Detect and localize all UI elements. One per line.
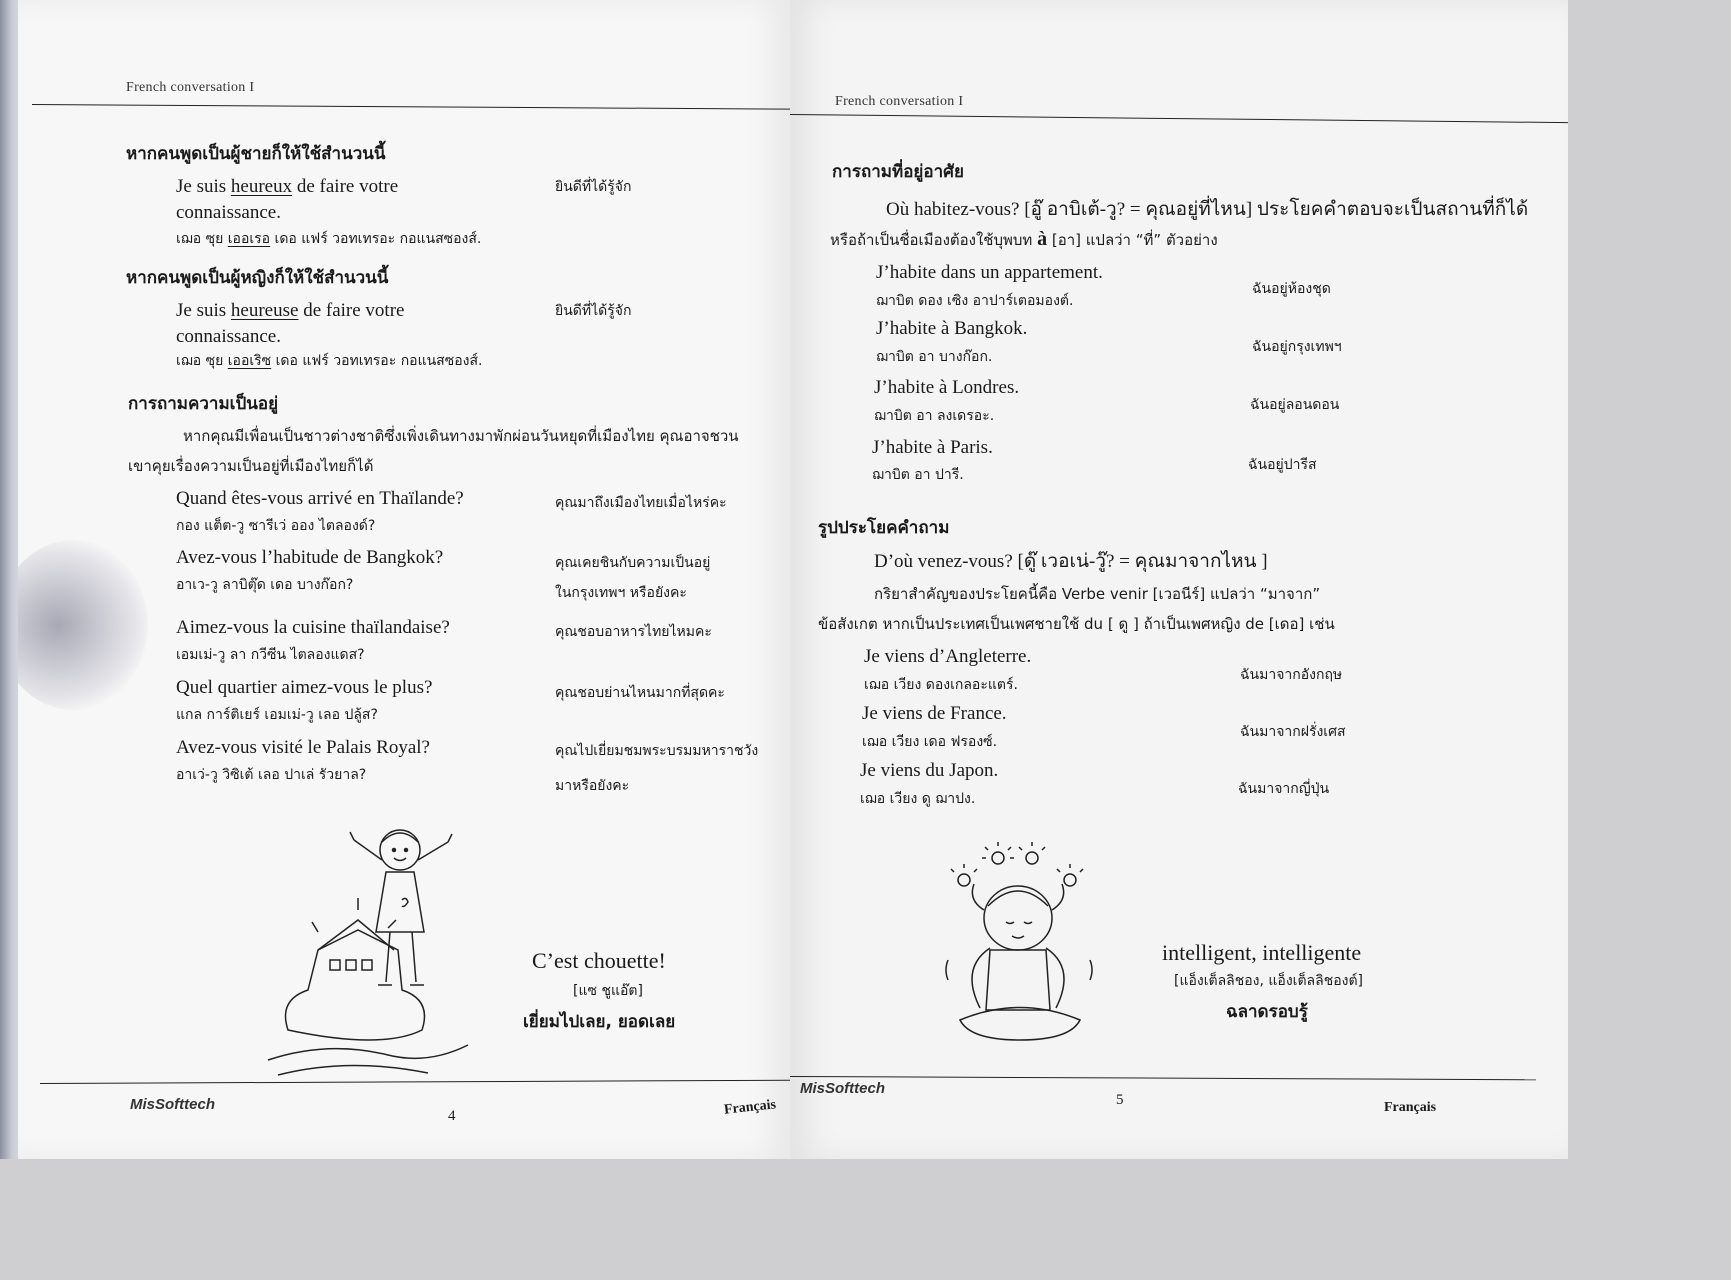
origin-fr: Je viens du Japon. <box>860 760 999 781</box>
question-transliteration: กอง แต็ต-วู ซารีเว่ ออง ไตลองด์? <box>176 518 376 534</box>
vocab-translation: ฉลาดรอบรู้ <box>1226 1002 1308 1022</box>
origin-transliteration: เฌอ เวียง ดู ฌาปง. <box>860 791 976 807</box>
answer-fr: J’habite à Bangkok. <box>876 318 1028 339</box>
girl-sandcastle-illustration <box>258 820 478 1080</box>
answer-transliteration: ฌาบิต อา บางก๊อก. <box>876 349 993 365</box>
origin-translation: ฉันมาจากฝรั่งเศส <box>1240 724 1346 740</box>
running-head: French conversation I <box>835 94 964 109</box>
answer-fr: J’habite à Londres. <box>874 377 1020 398</box>
male-sentence-line2: connaissance. <box>176 202 281 223</box>
question-translation: คุณเคยชินกับความเป็นอยู่ <box>555 555 711 571</box>
answer-transliteration: ฌาบิต อา ลงเดรอะ. <box>874 408 995 424</box>
section-heading-male: หากคนพูดเป็นผู้ชายก็ให้ใช้สำนวนนี้ <box>126 144 386 164</box>
thinking-child-illustration <box>940 840 1100 1050</box>
vocab-transliteration: [แซ ชูแอ๊ต] <box>573 983 643 999</box>
origin-verb-note: กริยาสำคัญของประโยคนี้คือ Verbe venir [เวอนีร์] แปลว่า “มาจาก” <box>874 585 1321 603</box>
question-transliteration: อาเว-วู ลาบิตุ๊ด เดอ บางก๊อก? <box>176 577 354 593</box>
question-translation: คุณชอบอาหารไทยไหมคะ <box>555 624 712 640</box>
section-heading-wellbeing: การถามความเป็นอยู่ <box>128 394 279 414</box>
header-rule <box>790 114 1568 123</box>
wellbeing-intro-line2: เขาคุยเรื่องความเป็นอยู่ที่เมืองไทยก็ได้ <box>128 457 374 475</box>
question-fr: Avez-vous l’habitude de Bangkok? <box>176 547 444 568</box>
running-head: French conversation I <box>126 80 255 95</box>
answer-fr: J’habite dans un appartement. <box>876 262 1103 283</box>
answer-translation: ฉันอยู่ปารีส <box>1248 457 1317 473</box>
vocab-phrase: intelligent, intelligente <box>1162 940 1362 965</box>
left-page <box>18 0 790 1159</box>
question-translation-line2: มาหรือยังคะ <box>555 778 630 794</box>
female-translation: ยินดีที่ได้รู้จัก <box>555 303 632 319</box>
answer-fr: J’habite à Paris. <box>872 437 993 458</box>
question-transliteration: แกล การ์ติเยร์ เอมเม่-วู เลอ ปลู้ส? <box>176 707 378 723</box>
header-rule <box>32 104 790 110</box>
page-number: 4 <box>448 1108 456 1124</box>
female-transliteration: เฌอ ซุย เออเริซ เดอ แฟร์ วอทเทรอะ กอแนสซองส์. <box>176 353 483 369</box>
question-translation-line2: ในกรุงเทพฯ หรือยังคะ <box>555 585 687 601</box>
origin-fr: Je viens d’Angleterre. <box>864 646 1032 667</box>
vocab-transliteration: [แอ็งเต็ลลิชอง, แอ็งเต็ลลิชองต์] <box>1174 973 1364 989</box>
section-heading-residence: การถามที่อยู่อาศัย <box>832 162 964 182</box>
question-transliteration: อาเว่-วู วิซิเต้ เลอ ปาเล่ รัวยาล? <box>176 767 367 783</box>
origin-question: D’où venez-vous? [ดู๊ เวอเน่-วู๊? = คุณมาจากไหน ] <box>874 551 1268 572</box>
answer-translation: ฉันอยู่ห้องชุด <box>1252 281 1331 297</box>
gender-note: ข้อสังเกต หากเป็นประเทศเป็นเพศชายใช้ du [ ดู ] ถ้าเป็นเพศหญิง de [เดอ] เช่น <box>818 615 1335 633</box>
origin-translation: ฉันมาจากญี่ปุ่น <box>1238 781 1330 797</box>
question-fr: Quand êtes-vous arrivé en Thaïlande? <box>176 488 464 509</box>
female-sentence: Je suis heureuse de faire votre <box>176 300 405 321</box>
origin-transliteration: เฌอ เวียง ดองเกลอะแตร์. <box>864 677 1018 693</box>
answer-transliteration: ฌาบิต อา ปารี. <box>872 467 964 483</box>
residence-line2: หรือถ้าเป็นชื่อเมืองต้องใช้บุพบท à [อา] แปลว่า “ที่” ตัวอย่าง <box>830 228 1218 250</box>
question-translation: คุณชอบย่านไหนมากที่สุดคะ <box>555 685 725 701</box>
photo-smudge <box>18 540 148 710</box>
question-translation: คุณไปเยี่ยมชมพระบรมมหาราชวัง <box>555 743 759 759</box>
residence-line1: Où habitez-vous? [อู๊ อาบิเต้-วู? = คุณอยู่ที่ไหน] ประโยคคำตอบจะเป็นสถานที่ก็ได้ <box>886 199 1529 220</box>
origin-fr: Je viens de France. <box>862 703 1007 724</box>
origin-translation: ฉันมาจากอังกฤษ <box>1240 667 1343 683</box>
footer-rule <box>40 1080 790 1084</box>
male-sentence: Je suis heureux de faire votre <box>176 176 399 197</box>
footer-language: Français <box>723 1097 777 1118</box>
origin-transliteration: เฌอ เวียง เดอ ฟรองซ์. <box>862 734 998 750</box>
section-heading-origin: รูปประโยคคำถาม <box>818 518 950 538</box>
footer-language: Français <box>1384 1100 1437 1115</box>
section-heading-female: หากคนพูดเป็นผู้หญิงก็ให้ใช้สำนวนนี้ <box>126 268 389 288</box>
question-fr: Aimez-vous la cuisine thaïlandaise? <box>176 617 450 638</box>
question-translation: คุณมาถึงเมืองไทยเมื่อไหร่คะ <box>555 495 727 511</box>
question-transliteration: เอมเม่-วู ลา กวีซีน ไตลองแดส? <box>176 647 365 663</box>
vocab-phrase: C’est chouette! <box>532 948 666 973</box>
vocab-translation: เยี่ยมไปเลย, ยอดเลย <box>523 1012 676 1032</box>
footer-brand: MisSofttech <box>800 1080 886 1097</box>
male-translation: ยินดีที่ได้รู้จัก <box>555 179 632 195</box>
wellbeing-intro-line1: หากคุณมีเพื่อนเป็นชาวต่างชาติซึ่งเพิ่งเดินทางมาพักผ่อนวันหยุดที่เมืองไทย คุณอาจชวน <box>183 427 739 445</box>
answer-translation: ฉันอยู่ลอนดอน <box>1250 397 1340 413</box>
question-fr: Quel quartier aimez-vous le plus? <box>176 677 433 698</box>
male-transliteration: เฌอ ซุย เออเรอ เดอ แฟร์ วอทเทรอะ กอแนสซองส์. <box>176 231 482 247</box>
right-page <box>790 0 1568 1159</box>
footer-rule <box>790 1076 1536 1080</box>
question-fr: Avez-vous visité le Palais Royal? <box>176 737 430 758</box>
female-sentence-line2: connaissance. <box>176 326 281 347</box>
answer-transliteration: ฌาบิต ดอง เซิง อาปาร์เตอมองต์. <box>876 293 1074 309</box>
answer-translation: ฉันอยู่กรุงเทพฯ <box>1252 339 1342 355</box>
footer-brand: MisSofttech <box>130 1096 216 1113</box>
page-number: 5 <box>1116 1092 1124 1108</box>
